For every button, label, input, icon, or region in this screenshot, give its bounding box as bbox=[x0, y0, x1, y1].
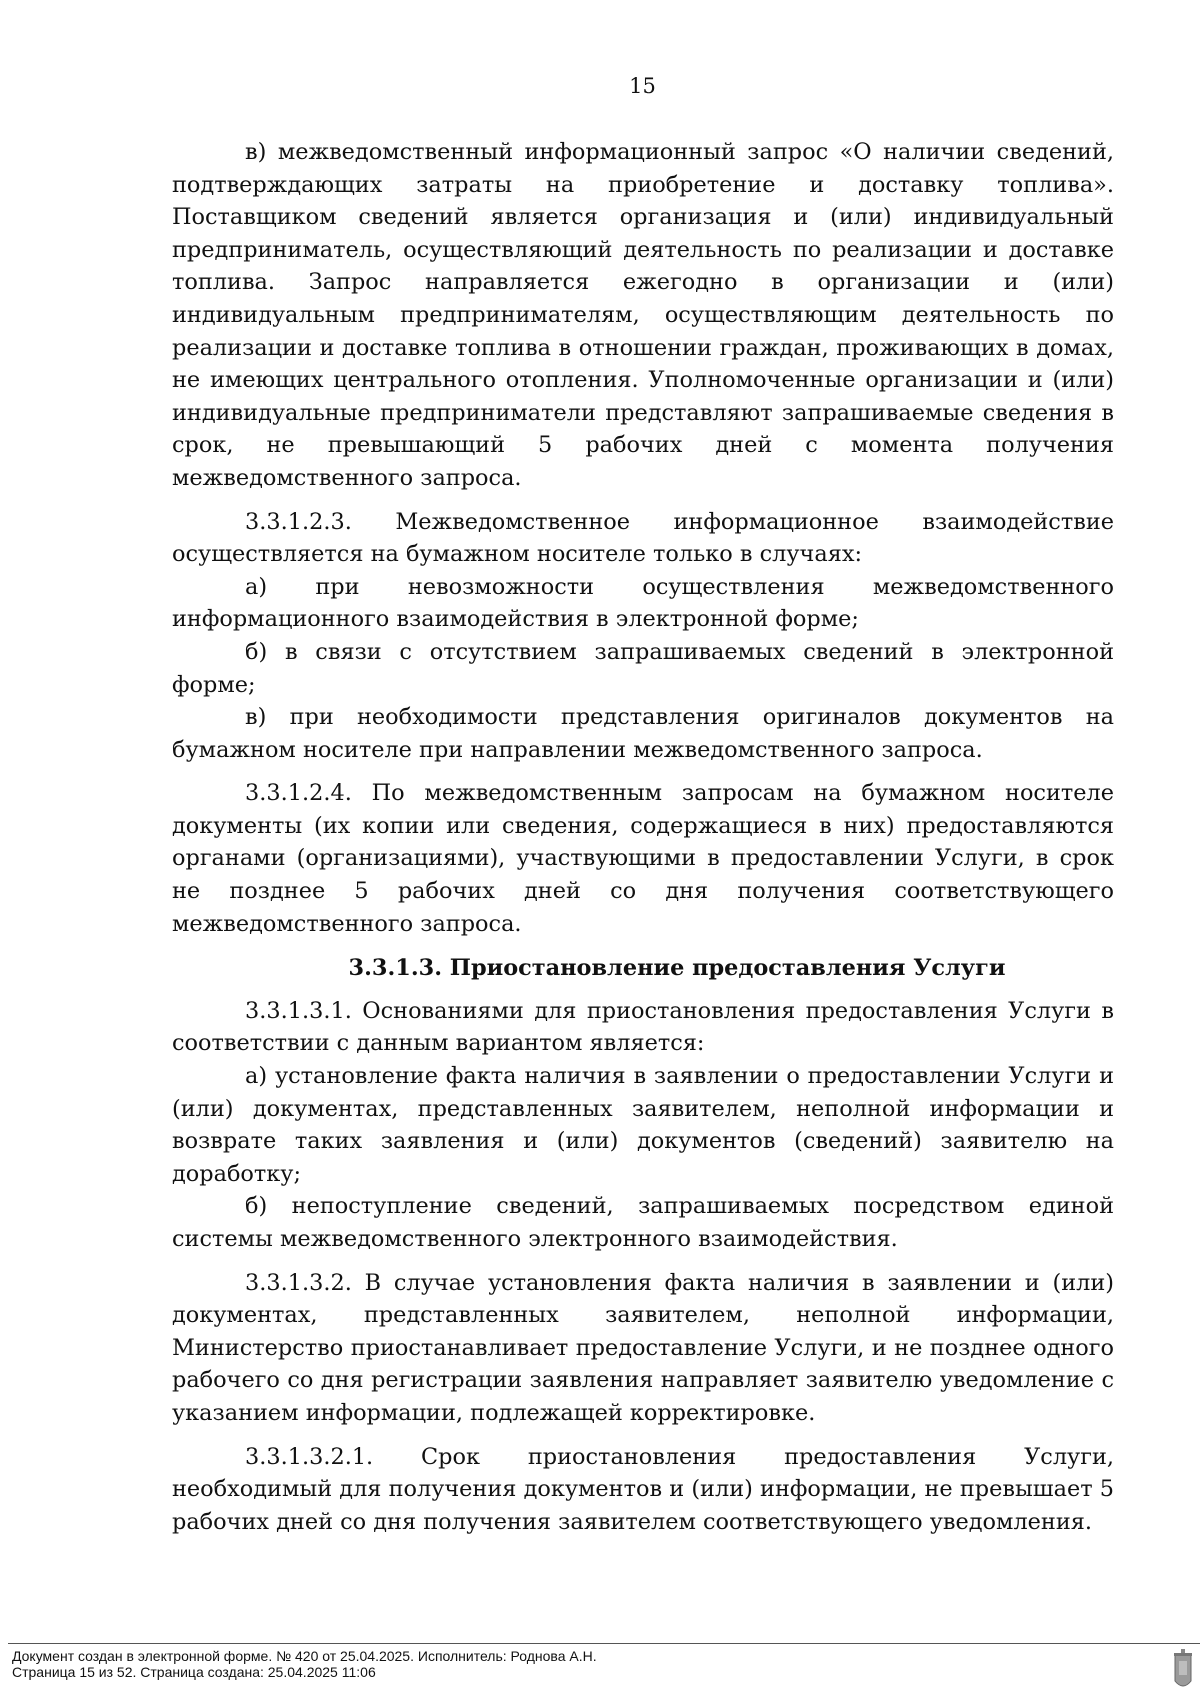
paragraph: 3.3.1.3.2. В случае установления факта наличия в заявлении и (или) документах, представленных заявителем, неполной информации, Министерство приостанавливает предоставление Услуги, и не позднее одного рабочего со дня регистрации заявления направляет заявителю уведомление с указанием информации, подлежащей корректировке. bbox=[172, 1269, 1114, 1426]
footer-divider bbox=[8, 1643, 1200, 1644]
paragraph: 3.3.1.3.2.1. Срок приостановления предоставления Услуги, необходимый для получения документов и (или) информации, не превышает 5 рабочих дней со дня получения заявителем соответствующего уведомления. bbox=[172, 1443, 1114, 1535]
coat-of-arms-icon bbox=[1172, 1641, 1194, 1695]
paragraph: в) межведомственный информационный запрос «О наличии сведений, подтверждающих затраты на приобретение и доставку топлива». Поставщиком сведений является организация и (или) индивидуальный предприниматель, осуществляющий деятельность по реализации и доставке топлива. Запрос направляется ежегодно в организации и (или) индивидуальным предпринимателям, осуществляющим деятельность по реализации и доставке топлива в отношении граждан, проживающих в домах, не имеющих центрального отопления. Уполномоченные организации и (или) индивидуальные предприниматели представляют запрашиваемые сведения в срок, не превышающий 5 рабочих дней с момента получения межведомственного запроса. bbox=[172, 139, 1114, 491]
page-number: 15 bbox=[629, 74, 656, 98]
list-item: б) непоступление сведений, запрашиваемых посредством единой системы межведомственного электронного взаимодействия. bbox=[172, 1193, 1114, 1252]
footer-line-page: Страница 15 из 52. Страница создана: 25.04.2025 11:06 bbox=[12, 1664, 376, 1680]
document-body bbox=[172, 136, 1114, 1538]
list-item: в) при необходимости представления оригиналов документов на бумажном носителе при направлении межведомственного запроса. bbox=[172, 704, 1114, 763]
paragraph: 3.3.1.3.1. Основаниями для приостановления предоставления Услуги в соответствии с данным вариантом является: bbox=[172, 997, 1114, 1057]
paragraph: 3.3.1.2.4. По межведомственным запросам на бумажном носителе документы (их копии или сведения, содержащиеся в них) предоставляются органами (организациями), участвующими в предоставлении Услуги, в срок не позднее 5 рабочих дней со дня получения соответствующего межведомственного запроса. bbox=[172, 780, 1114, 937]
list-item: б) в связи с отсутствием запрашиваемых сведений в электронной форме; bbox=[172, 638, 1114, 698]
footer-line-document: Документ создан в электронной форме. № 420 от 25.04.2025. Исполнитель: Роднова А.Н. bbox=[12, 1648, 597, 1664]
list-item: а) при невозможности осуществления межведомственного информационного взаимодействия в электронной форме; bbox=[172, 573, 1114, 633]
footer bbox=[12, 1648, 597, 1680]
section-heading: 3.3.1.3. Приостановление предоставления Услуги bbox=[348, 955, 1006, 982]
list-item: а) установление факта наличия в заявлении о предоставлении Услуги и (или) документах, представленных заявителем, неполной информации и возврате таких заявления и (или) документов (сведений) заявителю на доработку; bbox=[172, 1063, 1114, 1187]
paragraph: 3.3.1.2.3. Межведомственное информационное взаимодействие осуществляется на бумажном носителе только в случаях: bbox=[172, 508, 1114, 568]
